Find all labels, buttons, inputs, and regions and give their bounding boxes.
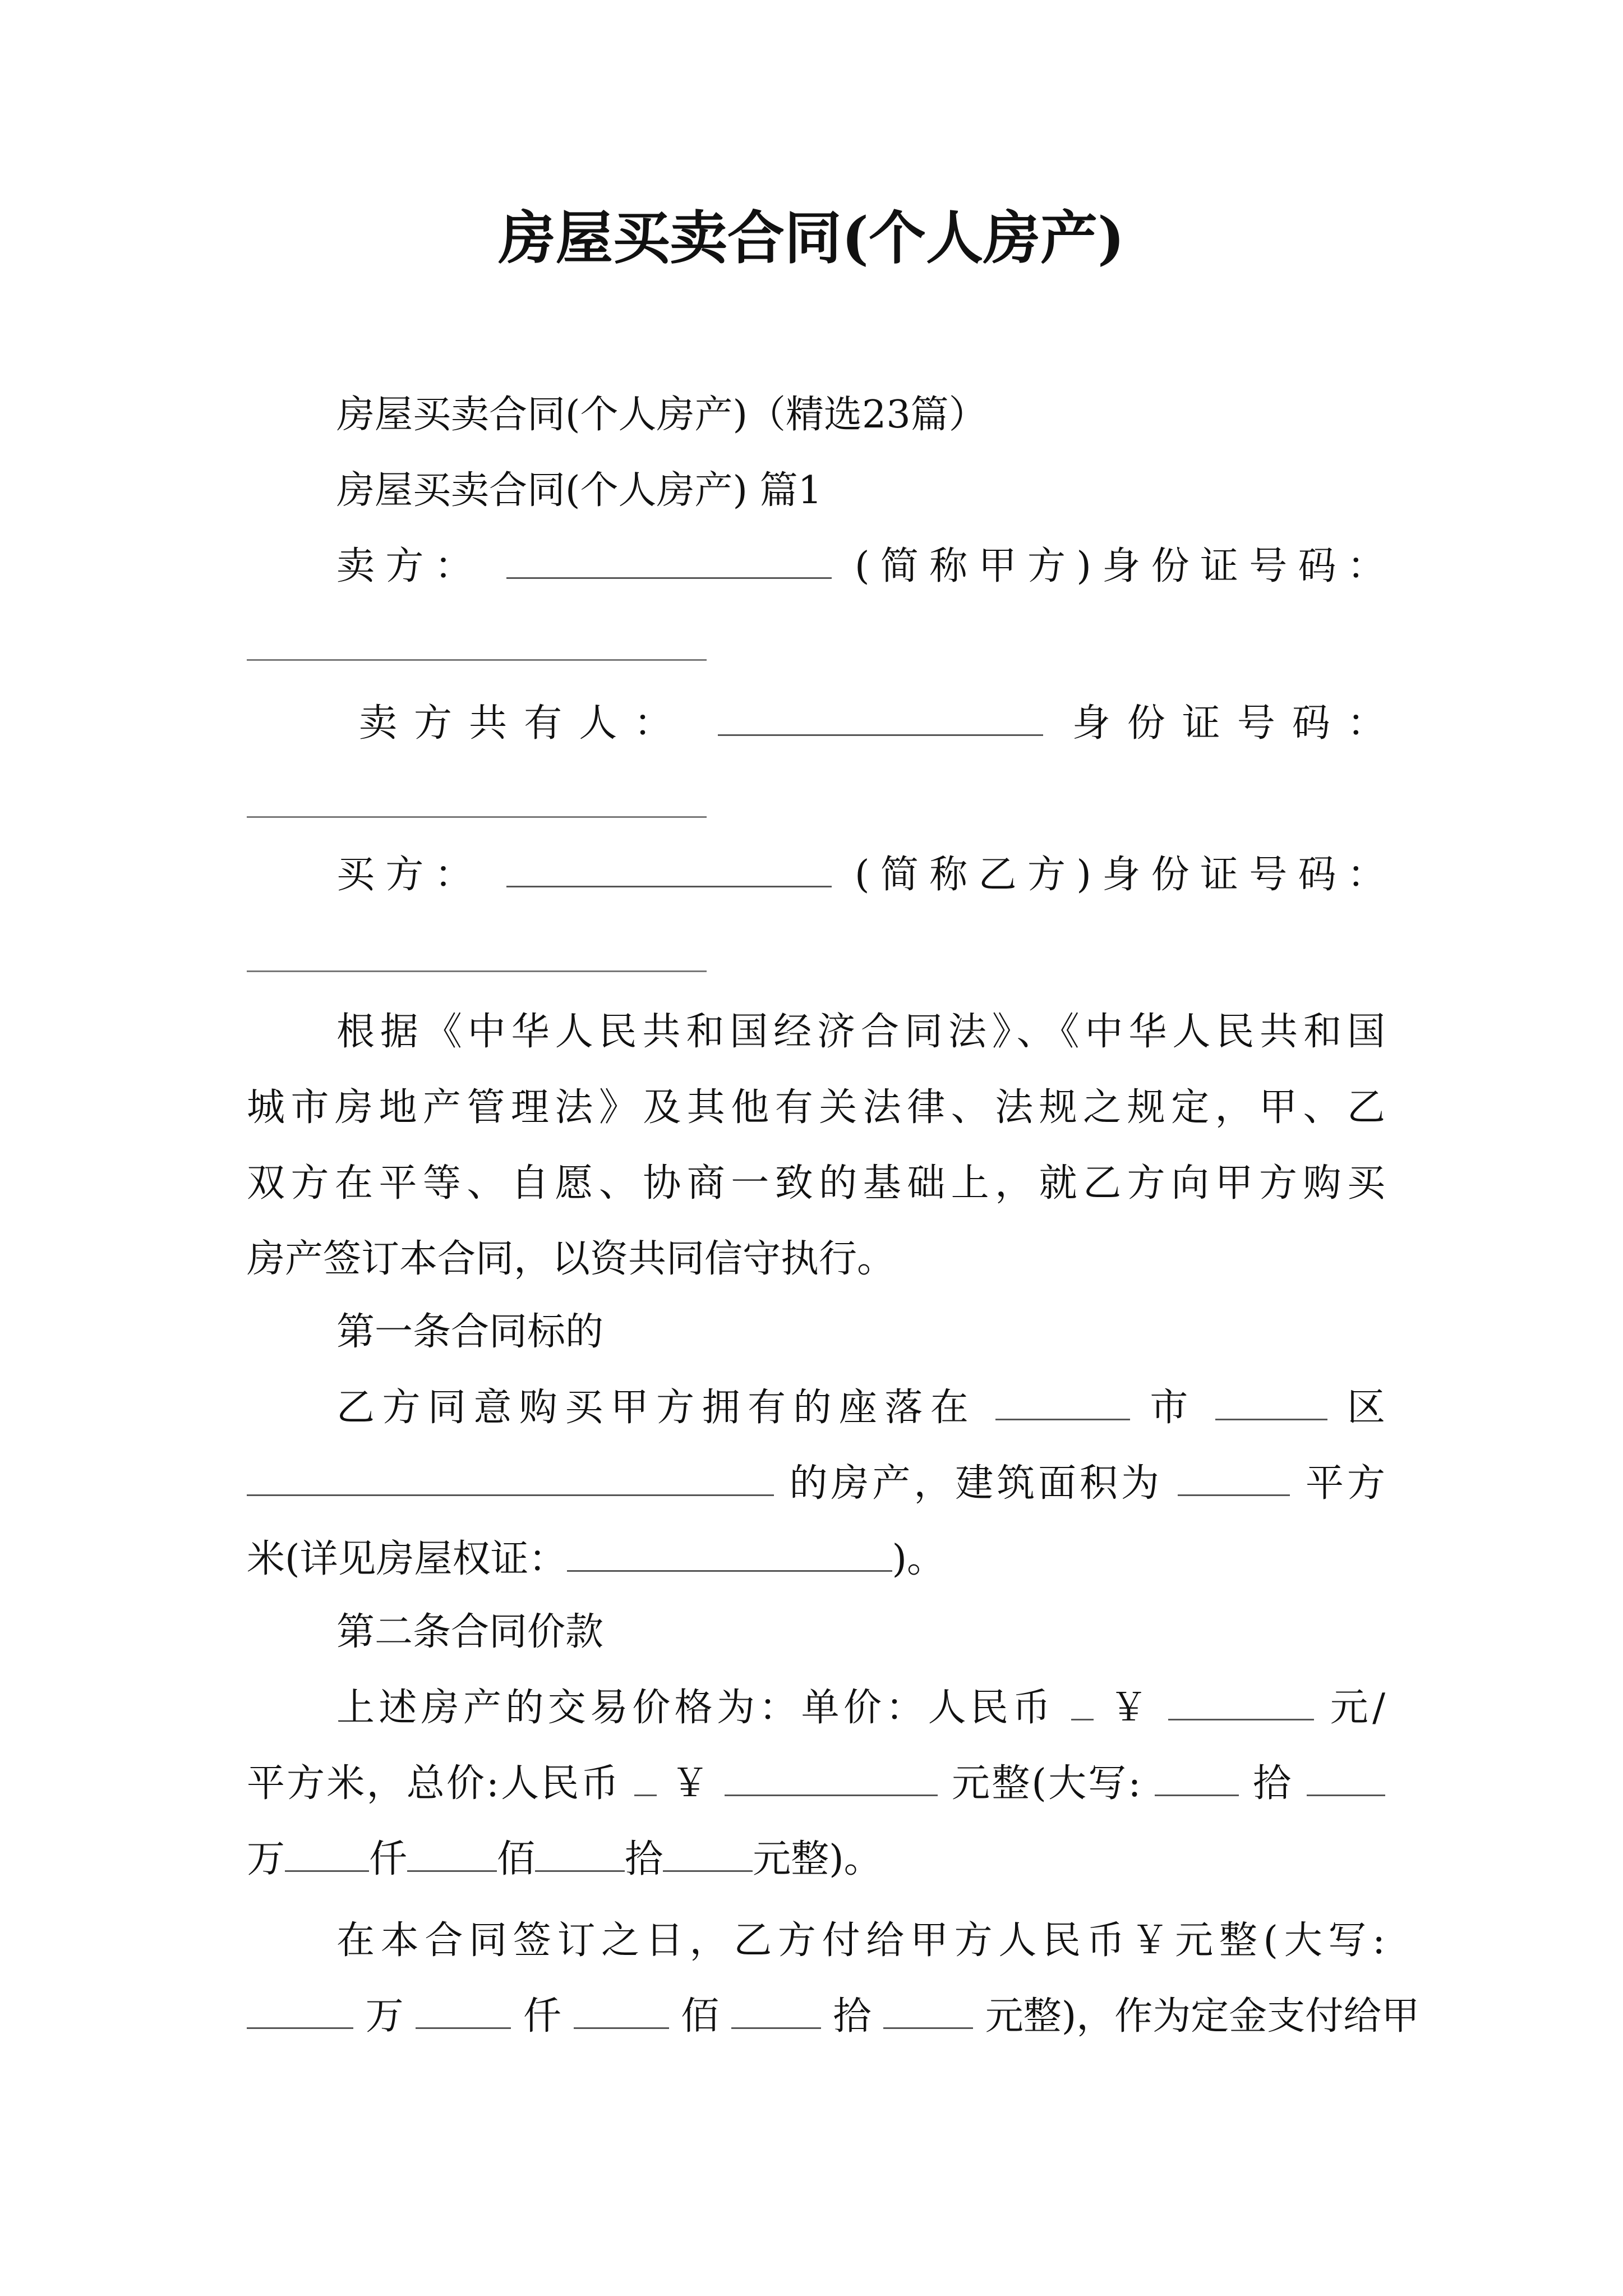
buyer-label: 买方： [336,853,484,897]
capital-unit: 拾 [1252,1761,1293,1806]
certificate-blank[interactable] [567,1535,892,1572]
subtitle: 房屋买卖合同(个人房产)（精选23篇） [336,393,987,437]
city-label: 市 [1150,1386,1196,1430]
buyer-id-blank[interactable] [247,970,707,972]
capital-unit: 万 [247,1837,285,1881]
capital-unit: 佰 [497,1837,536,1881]
article1-line1 [336,1380,1385,1436]
capital-unit: 拾 [833,1994,872,2039]
article2-line2 [247,1756,1385,1812]
preamble-line: 双方在平等、自愿、协商一致的基础上，就乙方向甲方购买 [247,1161,1385,1205]
capital-close: 元整)。 [753,1837,882,1881]
preamble-line: 房产签订本合同，以资共同信守执行。 [247,1237,896,1281]
coowner-label: 卖方共有人： [359,701,689,746]
chapter-heading: 房屋买卖合同(个人房产) 篇1 [336,468,822,513]
preamble-line: 根据《中华人民共和国经济合同法》、《中华人民共和国 [336,1010,1385,1054]
article1-line2 [247,1456,1385,1512]
coowner-name-blank[interactable] [718,700,1043,736]
seller-name-blank[interactable] [506,542,832,579]
district-label: 区 [1347,1386,1385,1430]
capital-unit: 佰 [681,1994,720,2039]
capital-unit: 拾 [625,1837,663,1881]
capital-blank[interactable] [1155,1760,1239,1796]
certificate-label: 米(详见房屋权证： [247,1537,567,1581]
deposit-line2 [247,1989,1420,2045]
document-title: 房屋买卖合同(个人房产) [498,205,1125,272]
capital-label: 元整(大写: [952,1761,1141,1806]
capital-blank[interactable] [883,1993,973,2029]
capital-blank[interactable] [574,1993,669,2029]
city-blank[interactable] [995,1384,1130,1420]
preamble-line: 城市房地产管理法》及其他有关法律、法规之规定，甲、乙 [247,1085,1385,1130]
deposit-text: 元整)，作为定金支付给甲 [985,1994,1420,2039]
unit-price-gap [1071,1684,1094,1720]
article2-heading: 第二条合同价款 [336,1610,604,1654]
seller-id-blank[interactable] [247,659,707,661]
total-price-gap [634,1760,657,1796]
location-text: 乙方同意购买甲方拥有的座落在 [336,1386,976,1430]
coowner-id-label: 身份证号码： [1072,701,1385,746]
capital-blank[interactable] [416,1993,511,2029]
capital-blank[interactable] [535,1835,625,1872]
seller-abbr-label: (简称甲方)身份证号码： [855,544,1386,588]
deposit-line1: 在本合同签订之日，乙方付给甲方人民币￥元整(大写: [336,1918,1385,1963]
district-blank[interactable] [1215,1384,1327,1420]
yuan-sign: ￥ [1109,1686,1152,1730]
area-unit: 平方 [1306,1461,1385,1506]
unit-price-blank[interactable] [1168,1684,1314,1720]
capital-unit: 仟 [369,1837,408,1881]
buyer-line [336,847,1385,903]
area-text: 的房产，建筑面积为 [789,1461,1163,1506]
capital-blank[interactable] [407,1835,497,1872]
capital-blank[interactable] [731,1993,821,2029]
unit-price-text: 上述房产的交易价格为：单价：人民币 [336,1686,1055,1730]
capital-unit: 万 [365,1994,404,2039]
coowner-id-blank[interactable] [247,816,707,818]
capital-blank[interactable] [1307,1760,1385,1796]
unit-price-unit: 元/ [1330,1686,1385,1730]
article2-line1 [336,1680,1385,1736]
capital-blank[interactable] [663,1835,753,1872]
yuan-sign: ￥ [671,1761,711,1806]
seller-line [336,539,1385,595]
buyer-abbr-label: (简称乙方)身份证号码： [855,853,1386,897]
total-price-blank[interactable] [725,1760,938,1796]
coowner-line [359,696,1385,752]
article1-line3 [247,1531,1385,1588]
certificate-close: )。 [892,1537,946,1581]
area-blank[interactable] [1178,1460,1290,1496]
article1-heading: 第一条合同标的 [336,1310,604,1354]
total-price-text: 平方米，总价:人民币 [247,1761,621,1806]
address-blank[interactable] [247,1460,774,1496]
buyer-name-blank[interactable] [506,851,832,887]
article2-line3 [247,1832,1385,1888]
capital-blank[interactable] [285,1835,369,1872]
capital-unit: 仟 [523,1994,561,2039]
seller-label: 卖方： [336,544,484,588]
capital-blank[interactable] [247,1993,353,2029]
